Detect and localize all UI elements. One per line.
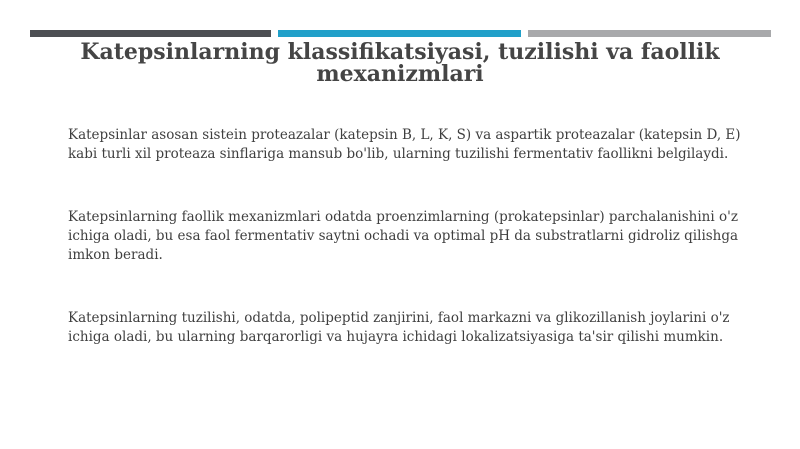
body-paragraph: Katepsinlar asosan sistein proteazalar (katepsin B, L, K, S) va aspartik proteazalar (katepsin D, E) kabi turli xil proteaza sinflariga mansub bo'lib, ularning tuzilishi fermentativ faollikni belgilaydi. bbox=[68, 127, 741, 162]
accent-bar-blue bbox=[278, 30, 521, 37]
slide-body bbox=[68, 126, 758, 347]
accent-bar-dark bbox=[30, 30, 271, 37]
body-paragraph: Katepsinlarning tuzilishi, odatda, polipeptid zanjirini, faol markazni va glikozillanish joylarini o'z ichiga oladi, bu ularning barqarorligi va hujayra ichidagi lokalizatsiyasiga ta'sir qilishi mumkin. bbox=[68, 310, 730, 345]
slide-title: Katepsinlarning klassifikatsiyasi, tuzilishi va faollik mexanizmlari bbox=[80, 39, 720, 87]
top-accent-bars bbox=[30, 30, 771, 37]
body-paragraph: Katepsinlarning faollik mexanizmlari odatda proenzimlarning (prokatepsinlar) parchalanishini o'z ichiga oladi, bu esa faol fermentativ saytni ochadi va optimal pH da substratlarni gidroliz qilishga imkon beradi. bbox=[68, 209, 739, 263]
accent-bar-gray bbox=[528, 30, 771, 37]
